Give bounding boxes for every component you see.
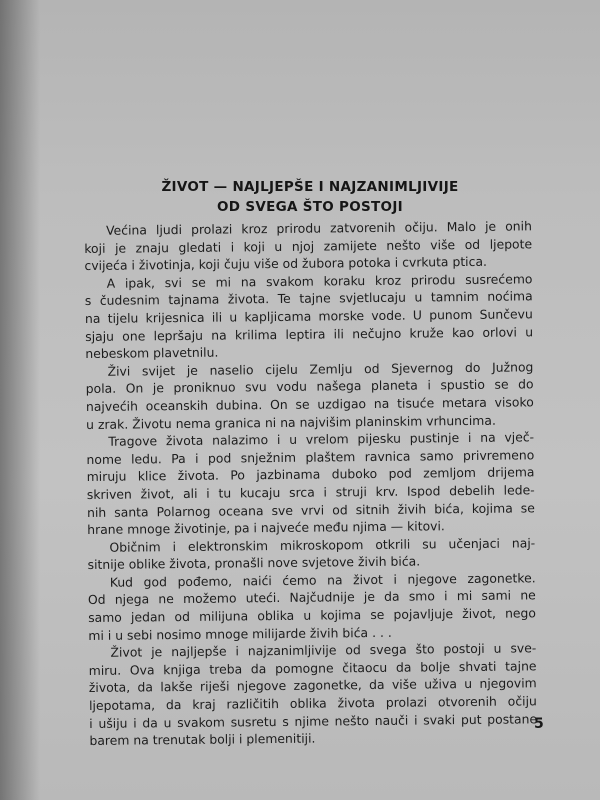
chapter-title-line-1: ŽIVOT — NAJLJEPŠE I NAJZANIMLJIVIJE <box>161 179 459 195</box>
text-line: ljepotama, da kraj različitih oblika života prolazi otvorenih očiju <box>88 693 537 714</box>
text-line: sjaju one lepršaju na krilima leptira ili nečujno kruže kao orlovi u <box>85 323 534 344</box>
text-line: cvijeća i životinja, koji čuju više od žubora potoka i cvrkuta ptica. <box>84 253 488 274</box>
text-line: nome ledu. Pa i pod snježnim plaštem ravnica samo privremeno <box>86 447 535 467</box>
text-line: na tijelu krijesnica ili u kapljicama morske vode. U punom Sunčevu <box>84 306 533 326</box>
text-line: pola. On je proniknuo svu vodu našega planeta i spustio se do <box>85 376 534 397</box>
text-line: barem na trenutak bolji i plemenitiji. <box>89 730 316 749</box>
text-line: Od njega ne možemo uteći. Najčudnije je da smo i mi sami ne <box>87 587 536 608</box>
chapter-title <box>60 177 560 217</box>
text-line: u zrak. Životu nema granica ni na najvišim planinskim vrhuncima. <box>86 412 496 432</box>
text-line: miruju klice života. Po jazbinama duboko pod zemljom drijema <box>86 464 535 485</box>
text-line: i ušiju i da u svakom susretu s njime nešto nauči i svaki put postane <box>89 710 538 731</box>
page-shadow <box>0 0 40 800</box>
text-line: života, da lakše riješi njegove zagonetke, da više uživa u njegovim <box>88 675 537 696</box>
body-text <box>84 217 538 749</box>
text-line: Tragove života nalazimo i u vrelom pijesku pustinje i na vječ- <box>108 429 535 449</box>
text-line: Živi svijet je naselio cijelu Zemlju od Sjevernog do Južnog <box>107 359 534 379</box>
text-line: samo jedan od milijuna oblika u kojima se pojavljuje život, nego <box>88 605 537 626</box>
text-line: hrane mnoge životinje, pa i najveće među njima — kitovi. <box>87 518 445 538</box>
text-line: nebeskom plavetnilu. <box>85 344 219 362</box>
text-line: miru. Ova knjiga treba da pomogne čitaocu da bolje shvati tajne <box>88 658 537 678</box>
page-number: 5 <box>534 716 544 732</box>
text-line: koji je znaju gledati i koji u njoj zamijete nešto više od ljepote <box>84 235 533 256</box>
text-line: Kud god pođemo, naići ćemo na život i njegove zagonetke. <box>109 570 536 590</box>
text-line: najvećih oceanskih dubina. On se uzdigao na tisuće metara visoko <box>85 394 534 414</box>
text-line: skriven život, ali i tu kucaju srca i struji krv. Ispod debelih lede- <box>86 482 535 502</box>
text-line: nih santa Polarnog oceana sve vrvi od sitnih živih bića, kojima se <box>86 499 535 520</box>
text-line: Većina ljudi prolazi kroz prirodu zatvorenih očiju. Malo je onih <box>106 218 532 238</box>
text-line: A ipak, svi se mi na svakom koraku kroz prirodu susrećemo <box>106 271 533 291</box>
text-line: Život je najljepše i najzanimljivije od svega što postoji u sve- <box>110 640 537 660</box>
chapter-title-line-2: OD SVEGA ŠTO POSTOJI <box>217 199 403 215</box>
text-line: Običnim i elektronskim mikroskopom otkrili su učenjaci naj- <box>109 534 536 555</box>
text-line: sitnije oblike života, pronašli nove svjetove živih bića. <box>87 553 421 573</box>
text-line: mi i u sebi nosimo mnoge milijarde živih bića . . . <box>88 624 392 643</box>
text-line: s čudesnim tajnama života. Te tajne svjetlucaju u tamnim noćima <box>84 288 533 309</box>
